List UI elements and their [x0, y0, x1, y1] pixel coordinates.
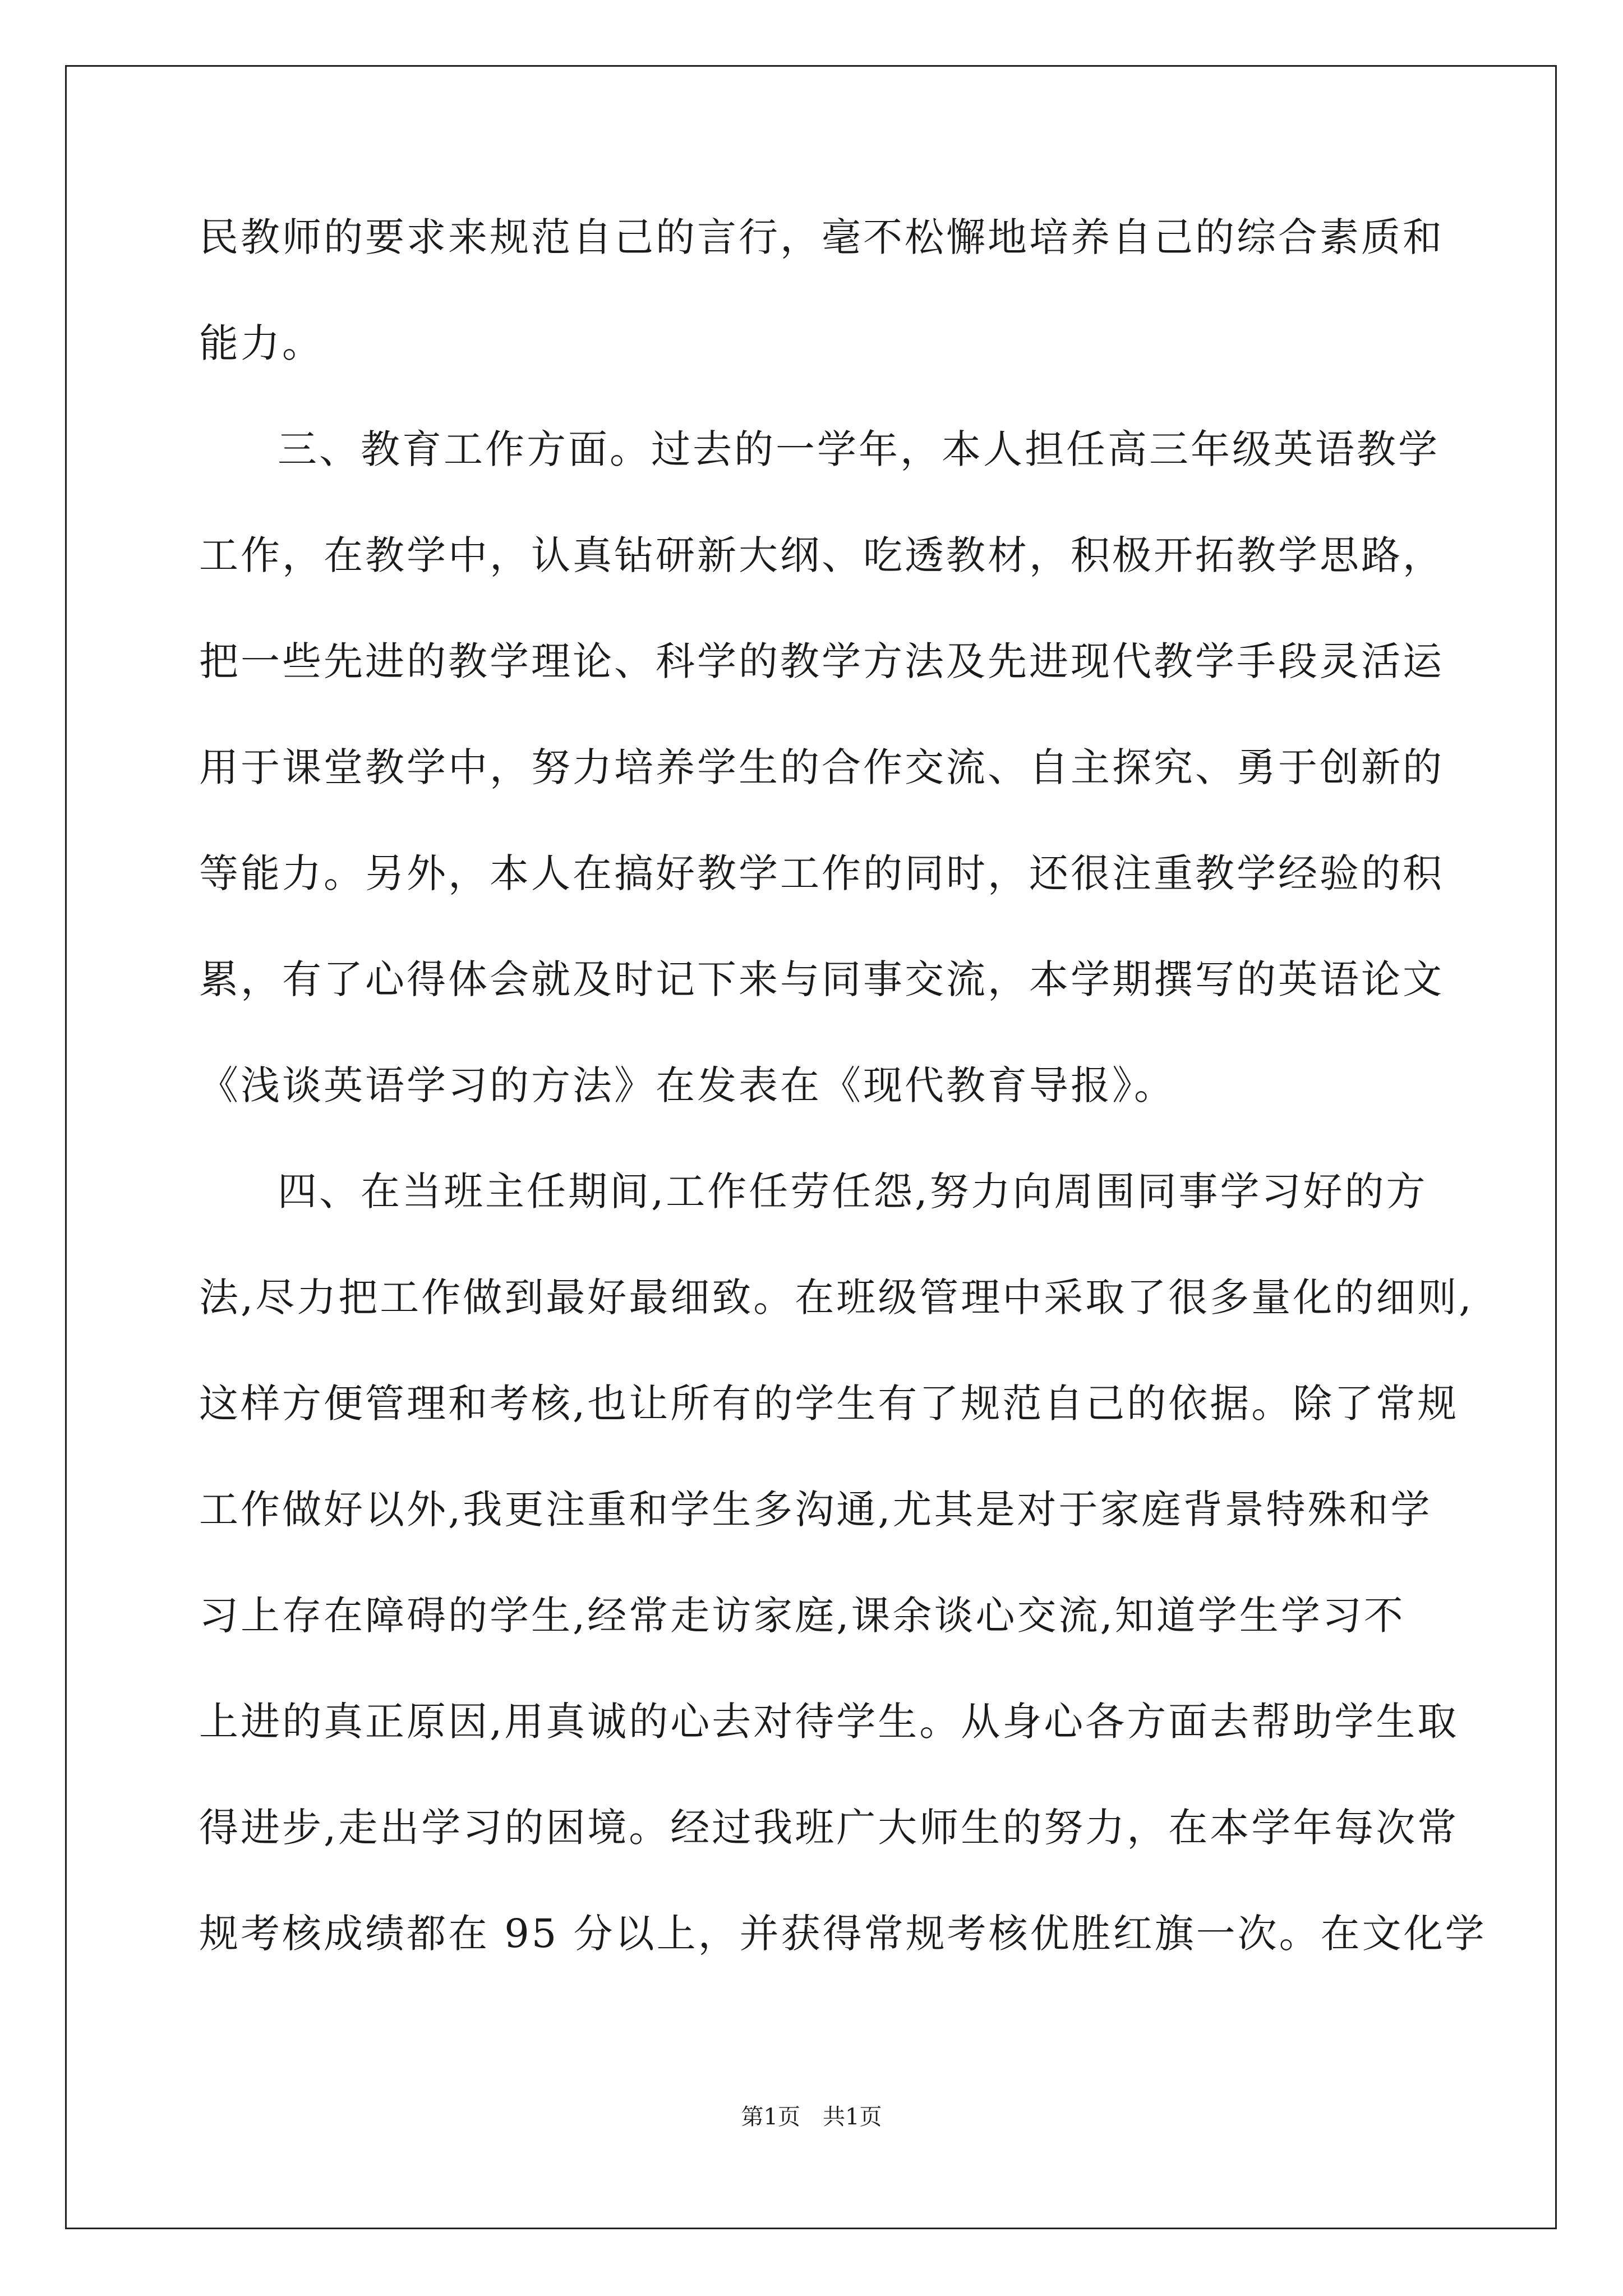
text-line: 工作，在教学中，认真钻研新大纲、吃透教材，积极开拓教学思路， [199, 532, 1444, 578]
text-line: 得进步,走出学习的困境。经过我班广大师生的努力，在本学年每次常 [199, 1805, 1459, 1851]
text-line: 累，有了心得体会就及时记下来与同事交流，本学期撰写的英语论文 [199, 956, 1444, 1002]
page-footer [0, 2105, 1623, 2129]
page-number: 第1页 [741, 2104, 800, 2130]
document-body [199, 214, 1487, 2020]
text-line: 用于课堂教学中，努力培养学生的合作交流、自主探究、勇于创新的 [199, 744, 1444, 790]
text-line: 能力。 [199, 320, 324, 366]
text-line: 《浅谈英语学习的方法》在发表在《现代教育导报》。 [199, 1062, 1175, 1108]
text-line: 四、在当班主任期间,工作任劳任怨,努力向周围同事学习好的方 [278, 1168, 1428, 1214]
text-line: 等能力。另外，本人在搞好教学工作的同时，还很注重教学经验的积 [199, 850, 1444, 896]
text-line: 规考核成绩都在 95 分以上，并获得常规考核优胜红旗一次。在文化学 [199, 1911, 1487, 1957]
text-line: 法,尽力把工作做到最好最细致。在班级管理中采取了很多量化的细则, [199, 1274, 1474, 1320]
page-total: 共1页 [823, 2104, 882, 2130]
text-line: 把一些先进的教学理论、科学的教学方法及先进现代教学手段灵活运 [199, 638, 1444, 684]
text-line: 民教师的要求来规范自己的言行，毫不松懈地培养自己的综合素质和 [199, 214, 1444, 260]
text-line: 这样方便管理和考核,也让所有的学生有了规范自己的依据。除了常规 [199, 1381, 1459, 1427]
text-line: 工作做好以外,我更注重和学生多沟通,尤其是对于家庭背景特殊和学 [199, 1487, 1432, 1533]
text-line: 习上存在障碍的学生,经常走访家庭,课余谈心交流,知道学生学习不 [199, 1593, 1405, 1639]
text-line: 上进的真正原因,用真诚的心去对待学生。从身心各方面去帮助学生取 [199, 1699, 1459, 1745]
text-line: 三、教育工作方面。过去的一学年，本人担任高三年级英语教学 [278, 426, 1440, 472]
